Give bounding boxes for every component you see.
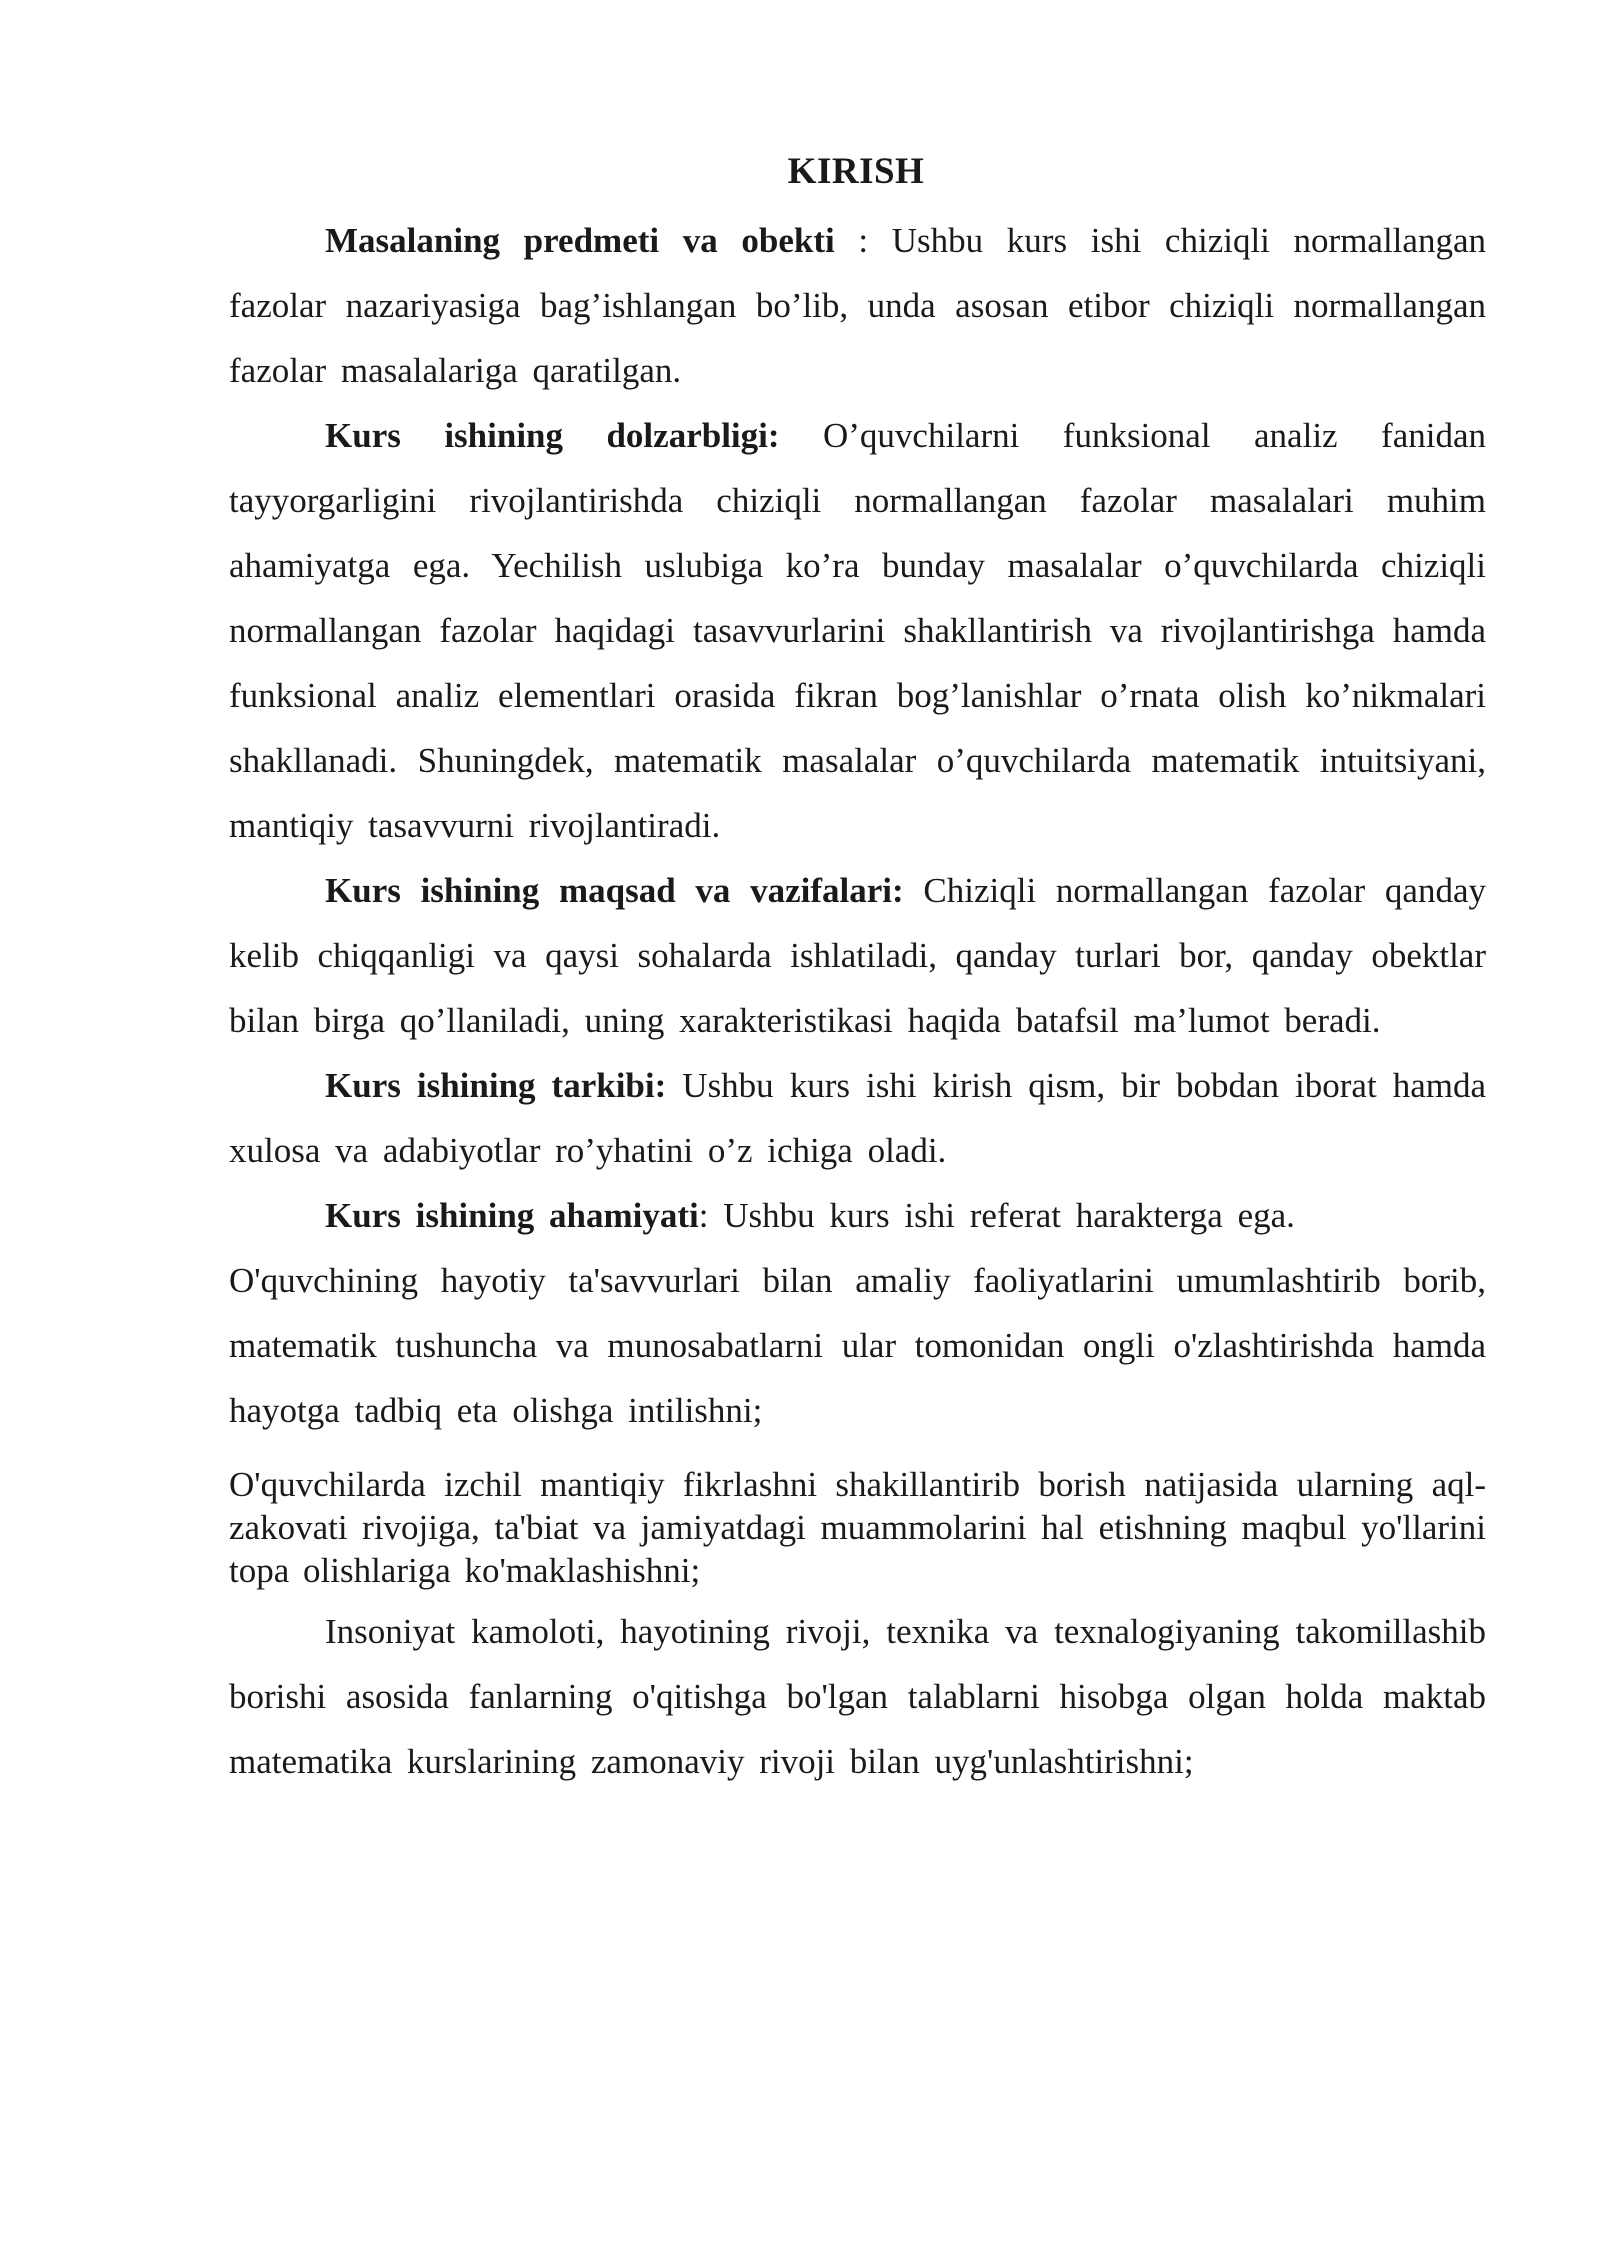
paragraph-lead: Kurs ishining ahamiyati bbox=[325, 1196, 699, 1235]
paragraph-importance bbox=[229, 1183, 1486, 1248]
document-body bbox=[229, 208, 1486, 1794]
paragraph-structure bbox=[229, 1053, 1486, 1183]
paragraph-text: Ushbu kurs ishi kirish qism, bir bobdan iborat hamda xulosa va adabiyotlar ro’yhatini o’z ichiga oladi. bbox=[229, 1066, 1486, 1170]
paragraph-lead: Kurs ishining tarkibi: bbox=[325, 1066, 667, 1105]
paragraph-pupil-life: O'quvchining hayotiy ta'savvurlari bilan amaliy faoliyatlarini umumlashtirib borib, matematik tushuncha va munosabatlarni ular tomonidan ongli o'zlashtirishda hamda hayotga tadbiq eta olishga intilishni; bbox=[229, 1261, 1486, 1430]
paragraph-relevance bbox=[229, 403, 1486, 858]
paragraph-humanity-development: Insoniyat kamoloti, hayotining rivoji, texnika va texnalogiyaning takomillashib borishi asosida fanlarning o'qitishga bo'lgan talablarni hisobga olgan holda maktab matematika kurslarining zamonaviy rivoji bilan uyg'unlashtirishni; bbox=[229, 1612, 1486, 1781]
paragraph-goals-tasks bbox=[229, 858, 1486, 1053]
paragraph-text: : Ushbu kurs ishi chiziqli normallangan fazolar nazariyasiga bag’ishlangan bo’lib, unda asosan etibor chiziqli normallangan fazolar masalalariga qaratilgan. bbox=[229, 221, 1486, 390]
paragraph-lead: Masalaning predmeti va obekti bbox=[325, 221, 835, 260]
paragraph-text: O’quvchilarni funksional analiz fanidan tayyorgarligini rivojlantirishda chiziqli normallangan fazolar masalalari muhim ahamiyatga ega. Yechilish uslubiga ko’ra bunday masalalar o’quvchilarda chiziqli normallangan fazolar haqidagi tasavvurlarini shakllantirish va rivojlantirishga hamda funksional analiz elementlari orasida fikran bog’lanishlar o’rnata olish ko’nikmalari shakllanadi. Shuningdek, matematik masalalar o’quvchilarda matematik intuitsiyani, mantiqiy tasavvurni rivojlantiradi. bbox=[229, 416, 1486, 845]
paragraph-text: : Ushbu kurs ishi referat harakterga ega. bbox=[698, 1196, 1295, 1235]
paragraph-text: Chiziqli normallangan fazolar qanday kelib chiqqanligi va qaysi sohalarda ishlatiladi, qanday turlari bor, qanday obektlar bilan birga qo’llaniladi, uning xarakteristikasi haqida batafsil ma’lumot beradi. bbox=[229, 871, 1486, 1040]
page-title: KIRISH bbox=[787, 151, 925, 192]
paragraph-logical-thinking: O'quvchilarda izchil mantiqiy fikrlashni shakillantirib borish natijasida ularning aql-zakovati rivojiga, ta'biat va jamiyatdagi muammolarini hal etishning maqbul yo'llarini topa olishlariga ko'maklashishni; bbox=[229, 1465, 1486, 1590]
paragraph-lead: Kurs ishining maqsad va vazifalari: bbox=[325, 871, 904, 910]
paragraph-lead: Kurs ishining dolzarbligi: bbox=[325, 416, 780, 455]
paragraph-subject-object bbox=[229, 208, 1486, 403]
